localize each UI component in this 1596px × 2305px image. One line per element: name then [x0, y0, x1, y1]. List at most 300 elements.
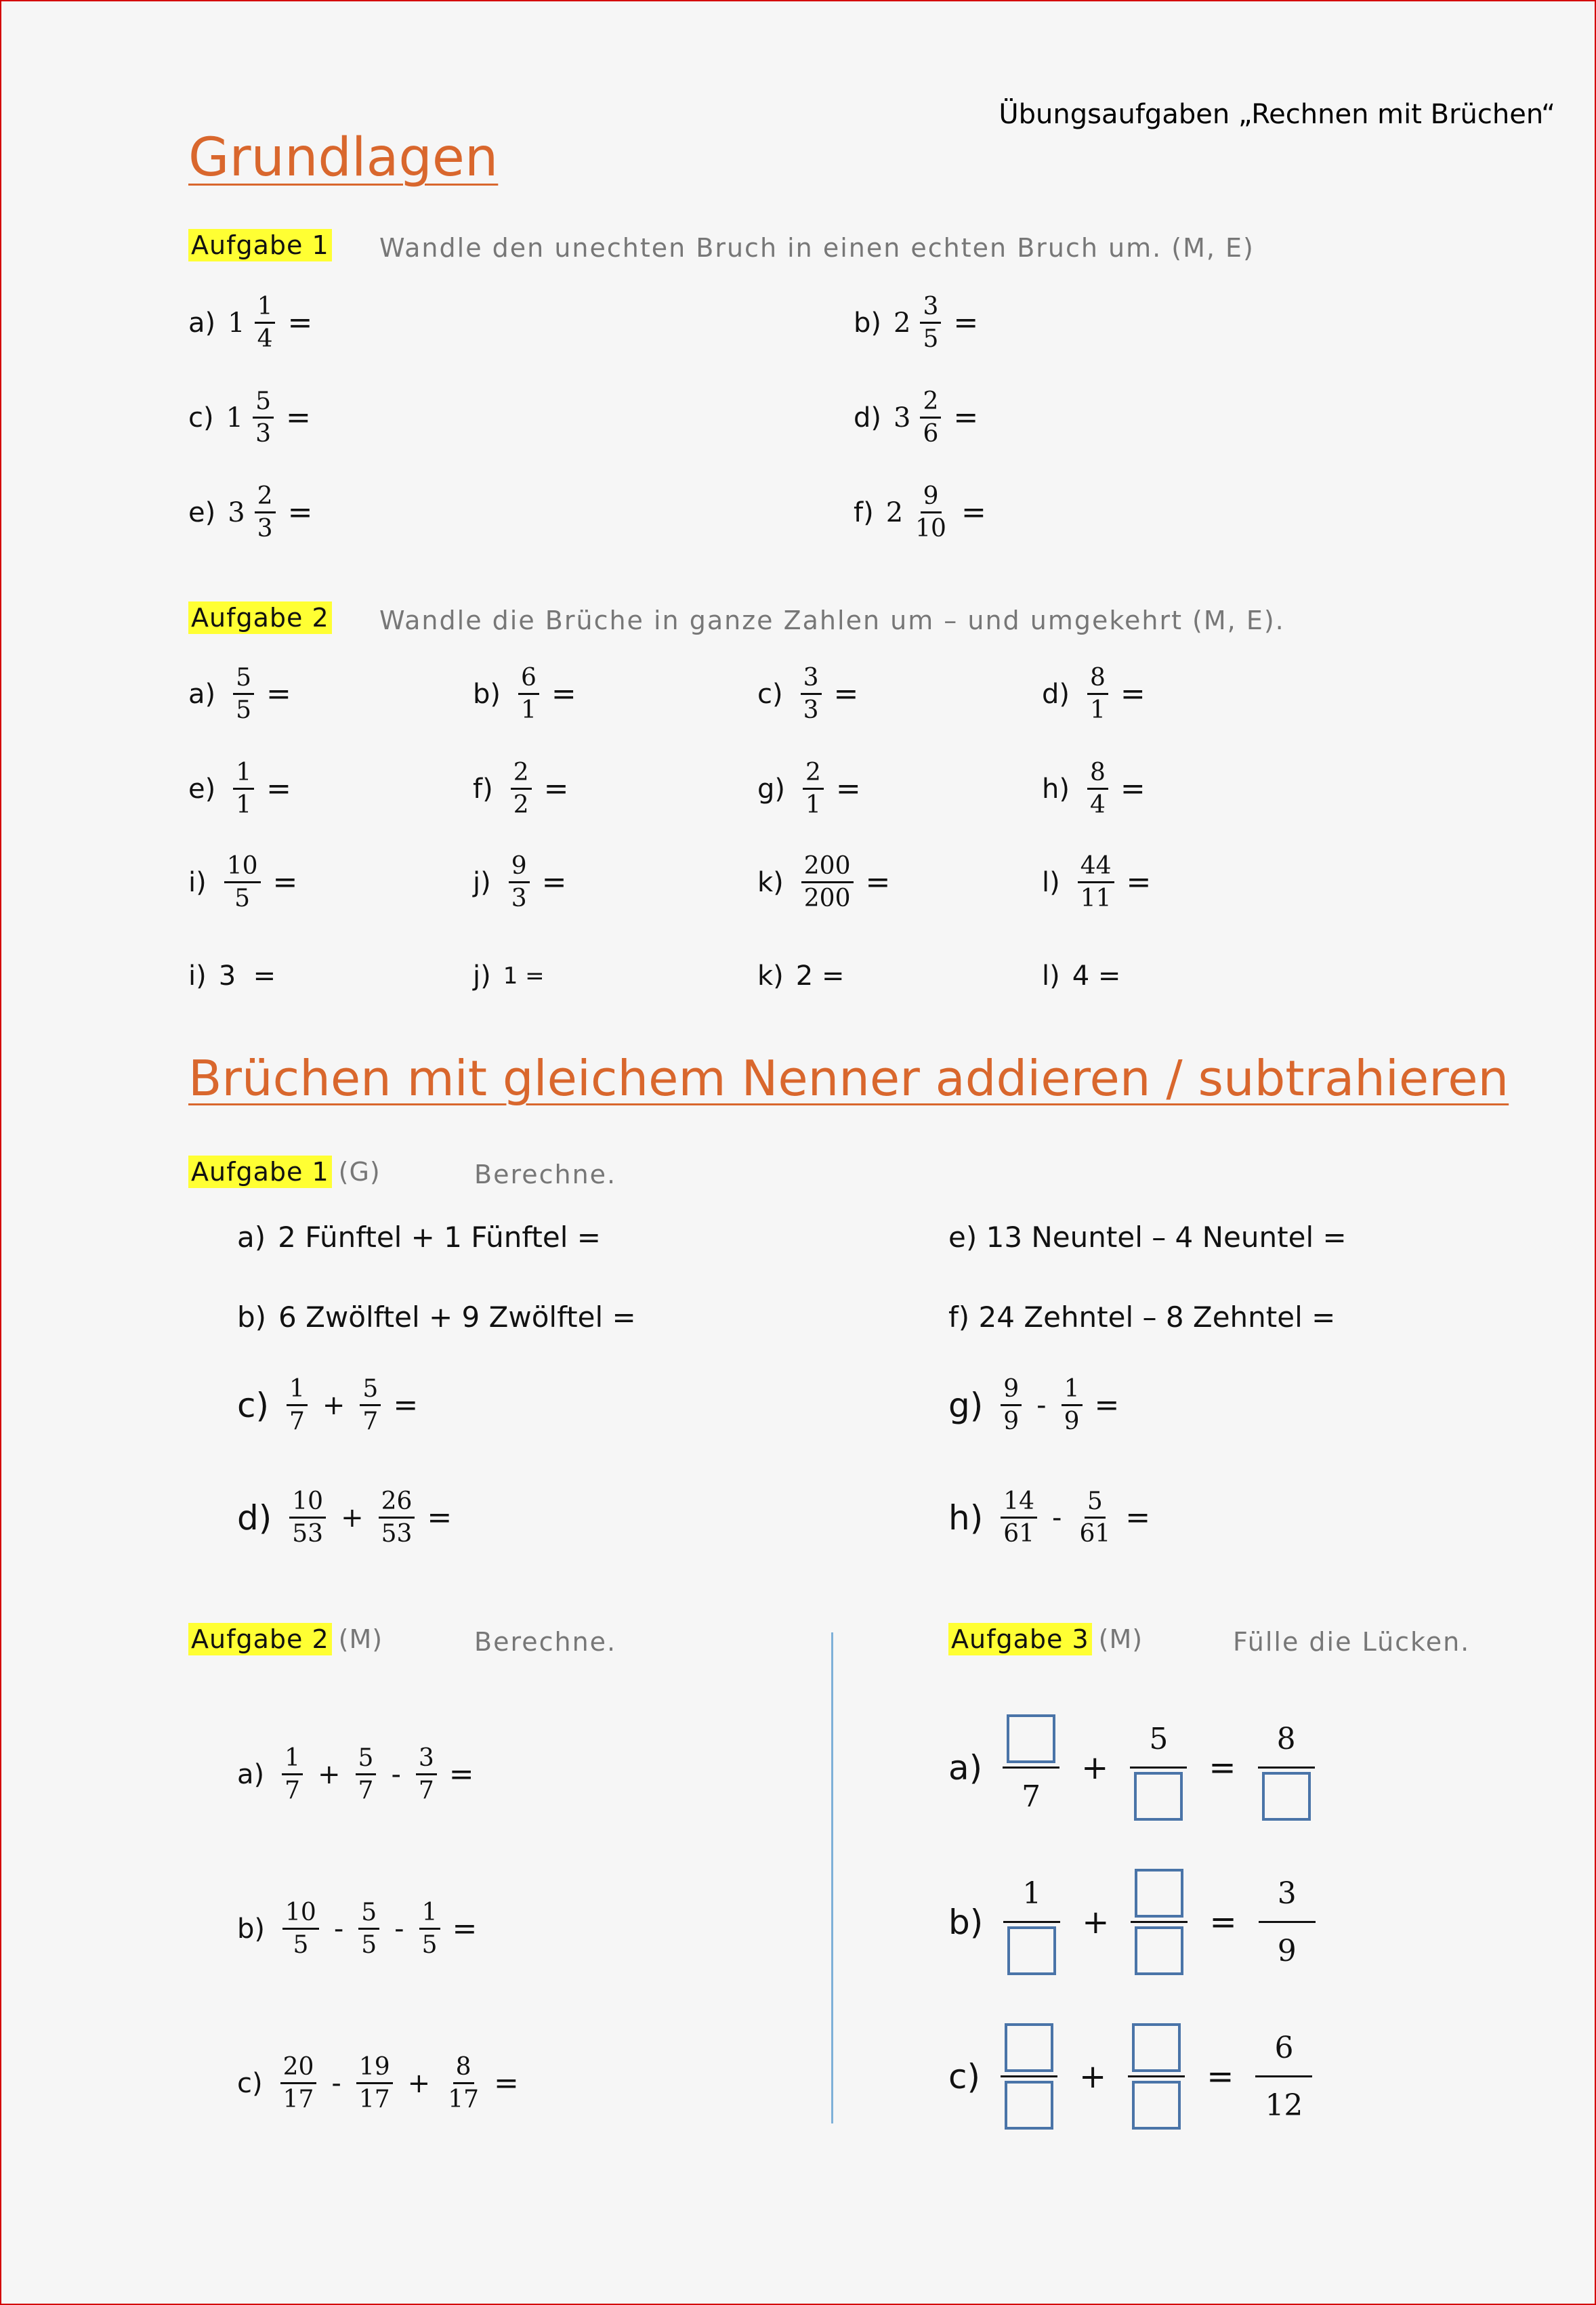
numerator: 1 — [1062, 1375, 1083, 1406]
mixed-fraction-e — [188, 482, 312, 543]
mixed-fraction-a — [188, 293, 312, 354]
fraction — [287, 1375, 308, 1436]
fraction-bar — [1258, 1767, 1315, 1769]
fraction-bar — [1131, 1921, 1188, 1923]
numerator: 10 — [282, 1899, 319, 1930]
numerator: 3 — [416, 1744, 437, 1775]
answer-box[interactable] — [1007, 1714, 1055, 1763]
item-label: c) — [237, 1385, 269, 1425]
fraction-item — [188, 664, 291, 725]
fraction — [233, 759, 254, 820]
whole-number: 2 — [885, 496, 904, 528]
numerator: 44 — [1078, 852, 1114, 883]
equals-sign: = — [833, 677, 859, 712]
item-label: j) — [473, 960, 491, 992]
numerator: 8 — [1087, 664, 1108, 695]
s2-task1-instruction: Berechne. — [474, 1160, 617, 1189]
equals-sign: = — [551, 677, 576, 712]
numerator: 1 — [255, 293, 276, 324]
fraction — [509, 852, 530, 913]
task2-header — [188, 603, 332, 633]
item-text: 6 Zwölftel + 9 Zwölftel = — [278, 1300, 636, 1334]
integer-item-j — [473, 960, 545, 992]
fraction-bar — [1128, 2075, 1185, 2077]
equals-sign: = — [494, 2066, 519, 2101]
denominator: 17 — [358, 2086, 390, 2114]
equals-sign: = — [865, 865, 891, 900]
fraction — [1128, 2023, 1185, 2130]
fraction-sum-item — [948, 1375, 1119, 1436]
fraction — [356, 1744, 377, 1805]
item-label: b) — [237, 1300, 267, 1334]
whole-number: 3 — [894, 402, 911, 433]
numerator: 3 — [920, 293, 941, 324]
denominator: 9 — [1277, 1933, 1297, 1968]
fraction-item — [757, 664, 858, 725]
item-label: l) — [1042, 960, 1060, 992]
numerator: 1 — [282, 1744, 303, 1775]
numerator: 8 — [453, 2053, 474, 2084]
denominator: 1 — [1090, 696, 1106, 725]
fraction — [360, 1375, 381, 1436]
integer-text: 4 = — [1072, 960, 1121, 992]
denominator: 53 — [381, 1520, 413, 1548]
answer-box[interactable] — [1132, 2023, 1181, 2072]
fraction-item — [473, 664, 576, 725]
denominator: 7 — [1022, 1779, 1041, 1814]
fraction-bar — [1001, 2075, 1057, 2077]
text-item-b — [237, 1300, 636, 1334]
equals-sign: = — [1125, 1500, 1151, 1536]
operator: + — [1082, 1903, 1110, 1941]
equals-sign: = — [1120, 771, 1146, 807]
denominator: 2 — [513, 791, 529, 820]
whole-number: 1 — [228, 307, 245, 339]
item-label: e) — [188, 496, 216, 528]
task1-instruction: Wandle den unechten Bruch in einen echten Bruch um. (M, E) — [379, 233, 1255, 263]
equals-sign: = — [427, 1500, 453, 1536]
answer-box[interactable] — [1262, 1772, 1311, 1821]
fraction — [255, 482, 276, 543]
numerator: 5 — [233, 664, 254, 695]
item-label: f) — [854, 496, 874, 528]
item-label: h) — [1042, 773, 1070, 805]
numerator: 5 — [1149, 1721, 1169, 1756]
equals-sign: = — [1206, 2057, 1234, 2096]
fraction — [379, 1487, 415, 1548]
task-tag: Aufgabe 1 — [188, 1156, 332, 1188]
fraction-bar — [1255, 2075, 1312, 2077]
numerator: 5 — [253, 387, 274, 419]
answer-box[interactable] — [1005, 2023, 1053, 2072]
denominator: 200 — [803, 885, 851, 913]
task-tag: Aufgabe 1 — [188, 229, 332, 261]
item-label: b) — [854, 307, 881, 339]
equals-sign: = — [961, 495, 986, 530]
fraction-item — [1042, 759, 1146, 820]
fraction — [920, 293, 941, 354]
numerator — [1135, 1868, 1183, 1918]
numerator: 8 — [1087, 759, 1108, 790]
s2-task2-instruction: Berechne. — [474, 1627, 617, 1657]
item-label: h) — [948, 1498, 984, 1538]
equals-sign: = — [1209, 1748, 1236, 1787]
fraction-sum-item — [948, 1487, 1150, 1548]
denominator: 6 — [923, 420, 939, 448]
equals-sign: = — [266, 771, 291, 807]
denominator: 5 — [236, 696, 252, 725]
denominator: 61 — [1079, 1520, 1111, 1548]
operator: + — [1081, 1748, 1109, 1787]
denominator — [1135, 1926, 1183, 1976]
mixed-fraction-d — [854, 387, 978, 448]
denominator: 9 — [1003, 1408, 1020, 1436]
numerator: 9 — [921, 482, 942, 513]
numerator: 9 — [1001, 1375, 1022, 1406]
integer-item-l — [1042, 960, 1120, 992]
s2-task2-header — [188, 1624, 383, 1654]
equals-sign: = — [1120, 677, 1146, 712]
denominator: 7 — [358, 1777, 374, 1805]
item-label: b) — [473, 678, 501, 710]
numerator: 9 — [509, 852, 530, 883]
denominator: 3 — [257, 515, 273, 543]
item-label: i) — [188, 866, 207, 898]
s2-task3-instruction: Fülle die Lücken. — [1233, 1627, 1471, 1657]
item-label: c) — [188, 402, 214, 433]
denominator: 9 — [1064, 1408, 1080, 1436]
fraction — [1076, 1487, 1113, 1548]
integer-item-i — [188, 960, 276, 992]
item-label: a) — [948, 1748, 983, 1788]
fraction — [1258, 1714, 1315, 1821]
equals-sign: = — [953, 305, 979, 341]
fraction-bar — [1130, 1767, 1187, 1769]
fraction — [253, 387, 274, 448]
operator: + — [341, 1502, 364, 1534]
fraction-bar — [1003, 1921, 1060, 1923]
numerator — [1132, 2023, 1181, 2073]
denominator — [1134, 1771, 1183, 1821]
numerator: 5 — [360, 1375, 381, 1406]
numerator: 10 — [224, 852, 261, 883]
denominator: 1 — [236, 791, 252, 820]
operator: + — [322, 1389, 345, 1421]
answer-box[interactable] — [1132, 2081, 1181, 2130]
equals-sign: = — [1126, 865, 1152, 900]
text-item-f — [948, 1300, 1335, 1334]
denominator: 4 — [257, 325, 273, 354]
item-label: g) — [948, 1385, 984, 1425]
numerator: 10 — [289, 1487, 326, 1519]
equals-sign: = — [285, 400, 311, 436]
denominator: 7 — [418, 1777, 434, 1805]
fraction-item — [188, 759, 291, 820]
answer-box[interactable] — [1135, 1869, 1183, 1918]
equals-sign: = — [541, 865, 567, 900]
fraction-sum-item — [237, 1375, 418, 1436]
fraction — [445, 2053, 482, 2114]
fraction — [803, 759, 824, 820]
denominator: 7 — [362, 1408, 379, 1436]
numerator: 5 — [358, 1899, 379, 1930]
equals-sign: = — [953, 400, 979, 436]
numerator: 1 — [287, 1375, 308, 1406]
denominator: 5 — [421, 1931, 438, 1960]
denominator: 3 — [803, 696, 819, 725]
numerator — [1005, 2023, 1053, 2073]
fraction — [511, 759, 532, 820]
item-label: c) — [948, 2056, 980, 2096]
fraction-expression-item — [237, 1899, 477, 1960]
denominator: 17 — [282, 2086, 314, 2114]
mixed-fraction-b — [854, 293, 978, 354]
task-tag: Aufgabe 3 — [948, 1623, 1092, 1655]
denominator: 5 — [923, 325, 939, 354]
fraction — [1078, 852, 1114, 913]
fraction — [282, 1744, 303, 1805]
fraction — [920, 387, 941, 448]
fraction — [801, 664, 822, 725]
operator: - — [1036, 1389, 1047, 1421]
numerator: 14 — [1001, 1487, 1037, 1519]
gap-item-a — [948, 1714, 1323, 1821]
fraction-bar — [1003, 1767, 1059, 1769]
item-text: 24 Zehntel – 8 Zehntel = — [978, 1300, 1336, 1334]
task1-header — [188, 230, 332, 260]
answer-box[interactable] — [1007, 1926, 1056, 1975]
numerator: 1 — [233, 759, 254, 790]
operator: - — [394, 1913, 404, 1945]
fraction — [356, 2053, 393, 2114]
numerator: 26 — [379, 1487, 415, 1519]
fraction — [1131, 1868, 1188, 1976]
fraction — [1001, 1375, 1022, 1436]
fraction-expression-item — [237, 1744, 474, 1805]
equals-sign: = — [287, 495, 313, 530]
denominator: 5 — [234, 885, 251, 913]
equals-sign: = — [452, 1911, 478, 1947]
item-label: b) — [948, 1902, 984, 1942]
denominator: 3 — [255, 420, 271, 448]
denominator: 53 — [292, 1520, 324, 1548]
whole-number: 3 — [228, 496, 245, 528]
numerator: 2 — [511, 759, 532, 790]
numerator: 1 — [1022, 1876, 1042, 1911]
item-label: j) — [473, 866, 491, 898]
numerator: 19 — [356, 2053, 393, 2084]
fraction — [1130, 1714, 1187, 1821]
fraction — [518, 664, 539, 725]
mixed-fraction-c — [188, 387, 311, 448]
denominator: 61 — [1003, 1520, 1035, 1548]
item-label: e) — [948, 1221, 978, 1254]
numerator: 3 — [801, 664, 822, 695]
item-label: d) — [854, 402, 881, 433]
item-label: k) — [757, 960, 784, 992]
denominator: 3 — [511, 885, 527, 913]
section-title-addieren-subtrahieren: Brüchen mit gleichem Nenner addieren / subtrahieren — [188, 1050, 1509, 1107]
fraction — [912, 482, 949, 543]
operator: + — [1079, 2057, 1107, 2096]
operator: - — [391, 1758, 401, 1790]
fraction — [255, 293, 276, 354]
fraction — [289, 1487, 326, 1548]
fraction-item — [473, 759, 568, 820]
fraction-item — [1042, 664, 1146, 725]
equals-sign: = — [266, 677, 291, 712]
task-level: (G) — [338, 1157, 381, 1187]
fraction — [358, 1899, 379, 1960]
answer-box[interactable] — [1135, 1926, 1183, 1975]
item-label: e) — [188, 773, 216, 805]
fraction — [419, 1899, 440, 1960]
denominator — [1132, 2080, 1181, 2130]
item-label: a) — [237, 1758, 265, 1790]
item-label: a) — [188, 307, 216, 339]
numerator: 200 — [801, 852, 854, 883]
task-level: (M) — [338, 1624, 383, 1654]
denominator: 1 — [805, 791, 821, 820]
fraction — [1062, 1375, 1083, 1436]
fraction-bar — [1259, 1921, 1316, 1923]
item-label: k) — [757, 866, 784, 898]
task-tag: Aufgabe 2 — [188, 1623, 332, 1655]
item-label: a) — [237, 1221, 266, 1254]
item-label: f) — [948, 1300, 970, 1334]
item-label: a) — [188, 678, 216, 710]
fraction — [1259, 1868, 1316, 1976]
s2-task3-header — [948, 1624, 1143, 1654]
document-header: Übungsaufgaben „Rechnen mit Brüchen“ — [999, 99, 1555, 130]
item-text: 13 Neuntel – 4 Neuntel = — [986, 1221, 1347, 1254]
denominator: 1 — [521, 696, 537, 725]
numerator: 2 — [803, 759, 824, 790]
fraction — [1255, 2023, 1312, 2130]
operator: - — [331, 2067, 341, 2099]
numerator: 3 — [1277, 1876, 1297, 1911]
equals-sign: = — [393, 1388, 419, 1423]
numerator: 20 — [280, 2053, 317, 2084]
fraction — [1087, 664, 1108, 725]
fraction — [224, 852, 261, 913]
fraction — [1001, 2023, 1057, 2130]
item-label: b) — [237, 1913, 265, 1945]
text-item-a — [237, 1221, 601, 1254]
equals-sign: = — [1209, 1903, 1237, 1941]
integer-text: 2 = — [795, 960, 845, 992]
operator: + — [318, 1758, 341, 1790]
fraction — [1003, 1714, 1059, 1821]
denominator — [1005, 2080, 1053, 2130]
numerator: 5 — [1085, 1487, 1106, 1519]
equals-sign: = — [1094, 1388, 1120, 1423]
answer-box[interactable] — [1134, 1772, 1183, 1821]
numerator: 6 — [1274, 2030, 1294, 2065]
numerator: 2 — [920, 387, 941, 419]
fraction-item — [757, 759, 861, 820]
numerator: 8 — [1276, 1721, 1296, 1756]
equals-sign: = — [835, 771, 861, 807]
numerator: 1 — [419, 1899, 440, 1930]
item-label: c) — [237, 2067, 263, 2099]
denominator: 7 — [289, 1408, 305, 1436]
denominator — [1007, 1926, 1056, 1976]
answer-box[interactable] — [1005, 2081, 1053, 2130]
item-label: i) — [188, 960, 207, 992]
fraction — [1003, 1868, 1060, 1976]
column-divider — [831, 1632, 833, 2123]
s2-task1-header — [188, 1157, 381, 1187]
equals-sign: = — [272, 865, 298, 900]
task-level: (M) — [1098, 1624, 1143, 1654]
fraction-item — [757, 852, 890, 913]
denominator: 5 — [361, 1931, 377, 1960]
numerator: 5 — [356, 1744, 377, 1775]
denominator: 11 — [1080, 885, 1112, 913]
fraction-item — [188, 852, 297, 913]
whole-number: 1 — [226, 402, 244, 433]
integer-text: 3 = — [218, 960, 276, 992]
integer-item-k — [757, 960, 844, 992]
integer-text: 1 = — [503, 963, 545, 990]
task-tag: Aufgabe 2 — [188, 601, 332, 634]
denominator: 10 — [915, 515, 946, 543]
operator: + — [407, 2067, 431, 2099]
mixed-fraction-f — [854, 482, 986, 543]
fraction — [282, 1899, 319, 1960]
fraction — [280, 2053, 317, 2114]
denominator — [1262, 1771, 1311, 1821]
operator: - — [333, 1913, 344, 1945]
fraction-item — [1042, 852, 1151, 913]
fraction — [801, 852, 854, 913]
denominator: 7 — [285, 1777, 301, 1805]
section-title-grundlagen: Grundlagen — [188, 127, 499, 188]
item-text: 2 Fünftel + 1 Fünftel = — [278, 1221, 601, 1254]
item-label: f) — [473, 773, 493, 805]
equals-sign: = — [287, 305, 313, 341]
fraction-sum-item — [237, 1487, 452, 1548]
numerator — [1007, 1714, 1055, 1764]
gap-item-c — [948, 2023, 1320, 2130]
denominator: 12 — [1265, 2088, 1303, 2123]
denominator: 5 — [293, 1931, 309, 1960]
item-label: d) — [1042, 678, 1070, 710]
fraction — [233, 664, 254, 725]
fraction — [1001, 1487, 1037, 1548]
fraction — [416, 1744, 437, 1805]
numerator: 6 — [518, 664, 539, 695]
denominator: 4 — [1089, 791, 1106, 820]
item-label: l) — [1042, 866, 1060, 898]
text-item-e — [948, 1221, 1347, 1254]
item-label: d) — [237, 1498, 272, 1538]
equals-sign: = — [448, 1757, 474, 1792]
gap-item-b — [948, 1868, 1324, 1976]
denominator: 17 — [448, 2086, 479, 2114]
numerator: 2 — [255, 482, 276, 513]
equals-sign: = — [543, 771, 569, 807]
whole-number: 2 — [894, 307, 911, 339]
fraction-expression-item — [237, 2053, 519, 2114]
fraction — [1087, 759, 1108, 820]
item-label: c) — [757, 678, 783, 710]
item-label: g) — [757, 773, 785, 805]
task2-instruction: Wandle die Brüche in ganze Zahlen um – und umgekehrt (M, E). — [379, 606, 1285, 635]
operator: - — [1052, 1502, 1062, 1534]
fraction-item — [473, 852, 567, 913]
